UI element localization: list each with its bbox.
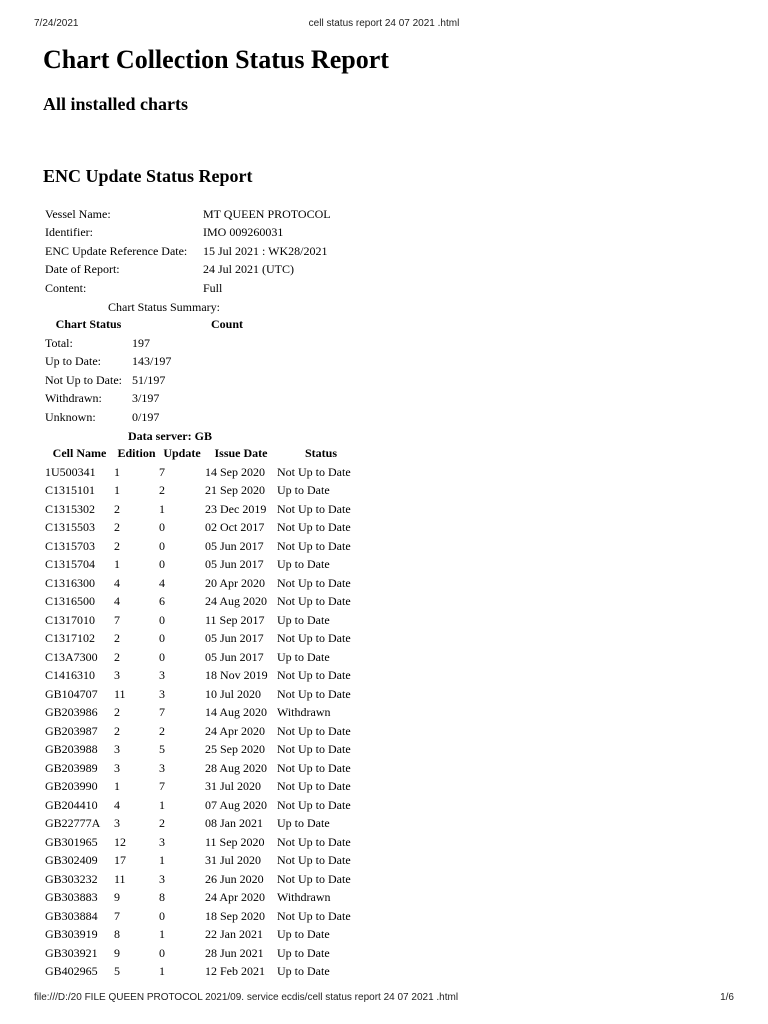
status: Up to Date [277,816,330,831]
issue-date: 18 Nov 2019 [205,668,268,683]
summary-row [45,390,243,409]
update: 1 [159,797,165,812]
cell-name: C1315704 [45,557,96,572]
info-label: Identifier: [45,225,93,240]
cell-name: GB203986 [45,705,98,720]
status: Up to Date [277,612,330,627]
status: Not Up to Date [277,594,351,609]
issue-date: 23 Dec 2019 [205,501,267,516]
cell-name: GB303921 [45,945,98,960]
update: 3 [159,668,165,683]
table-row [45,648,365,667]
issue-date: 12 Feb 2021 [205,964,265,979]
issue-date: 18 Sep 2020 [205,908,265,923]
issue-date: 07 Aug 2020 [205,797,268,812]
table-row [45,667,365,686]
cell-name: GB303884 [45,908,98,923]
info-row [45,242,331,261]
update: 0 [159,538,165,553]
cell-status-table [45,445,365,982]
edition: 7 [114,612,120,627]
table-row [45,815,365,834]
update: 4 [159,575,165,590]
report-title: Chart Collection Status Report [43,45,389,74]
update: 0 [159,945,165,960]
info-value: 15 Jul 2021 : WK28/2021 [203,243,328,258]
summary-label: Withdrawn: [45,391,102,406]
info-label: Content: [45,280,87,295]
info-row [45,279,331,298]
edition: 2 [114,705,120,720]
update: 1 [159,927,165,942]
table-row [45,722,365,741]
update: 7 [159,705,165,720]
update: 2 [159,723,165,738]
update: 6 [159,594,165,609]
table-row [45,778,365,797]
table-row [45,944,365,963]
table-row [45,593,365,612]
cell-name: GB22777A [45,816,101,831]
table-row [45,926,365,945]
summary-value: 143/197 [132,354,172,369]
table-row [45,963,365,982]
summary-row [45,408,243,427]
edition: 17 [114,853,126,868]
summary-row [45,371,243,390]
cell-name: GB203987 [45,723,98,738]
table-row [45,852,365,871]
cell-name: C1316300 [45,575,96,590]
update: 0 [159,520,165,535]
issue-date: 24 Apr 2020 [205,723,265,738]
issue-date: 28 Aug 2020 [205,760,268,775]
table-row [45,889,365,908]
edition: 11 [114,686,126,701]
update: 1 [159,964,165,979]
info-label: ENC Update Reference Date: [45,243,188,258]
issue-date: 20 Apr 2020 [205,575,265,590]
edition: 4 [114,594,120,609]
info-value: IMO 009260031 [203,225,284,240]
summary-value: 3/197 [132,391,160,406]
cell-name: C1315101 [45,483,96,498]
report-subtitle: All installed charts [43,94,189,114]
summary-table [45,316,243,427]
issue-date: 05 Jun 2017 [205,557,264,572]
page-number: 1/6 [720,992,734,1003]
update: 0 [159,557,165,572]
update: 8 [159,890,165,905]
section-title: ENC Update Status Report [43,166,253,186]
cell-name: GB104707 [45,686,98,701]
cell-name: C1316500 [45,594,96,609]
edition: 9 [114,945,120,960]
table-row [45,574,365,593]
edition: 1 [114,483,120,498]
status: Not Up to Date [277,668,351,683]
info-label: Vessel Name: [45,206,111,221]
update: 1 [159,501,165,516]
issue-date: 31 Jul 2020 [205,779,262,794]
table-row [45,463,365,482]
info-row [45,224,331,243]
edition: 2 [114,538,120,553]
edition: 4 [114,575,120,590]
table-row [45,833,365,852]
edition: 4 [114,797,120,812]
issue-date: 11 Sep 2020 [205,834,265,849]
cell-name: GB301965 [45,834,98,849]
table-row [45,741,365,760]
cell-name: GB402965 [45,964,98,979]
cell-name: C1416310 [45,668,96,683]
print-date: 7/24/2021 [34,18,79,29]
update: 3 [159,871,165,886]
cell-name: C1315503 [45,520,96,535]
print-header [0,18,768,32]
update: 2 [159,483,165,498]
update: 1 [159,853,165,868]
info-value: Full [203,280,223,295]
issue-date: 05 Jun 2017 [205,649,264,664]
table-row [45,500,365,519]
table-row [45,796,365,815]
edition: 2 [114,631,120,646]
issue-date: 26 Jun 2020 [205,871,264,886]
status: Not Up to Date [277,760,351,775]
cell-name: C1317010 [45,612,96,627]
cell-name: GB303232 [45,871,98,886]
update: 7 [159,779,165,794]
update: 0 [159,908,165,923]
cell-name: GB303919 [45,927,98,942]
edition: 7 [114,908,120,923]
status: Up to Date [277,964,330,979]
edition: 3 [114,816,120,831]
status: Not Up to Date [277,464,351,479]
issue-date: 21 Sep 2020 [205,483,265,498]
status: Up to Date [277,649,330,664]
summary-value: 197 [132,335,150,350]
table-row [45,611,365,630]
edition: 2 [114,649,120,664]
cell-name: GB204410 [45,797,98,812]
table-row [45,870,365,889]
update: 3 [159,760,165,775]
edition: 2 [114,520,120,535]
status: Up to Date [277,945,330,960]
status: Not Up to Date [277,908,351,923]
vessel-info-table [45,205,331,298]
edition: 3 [114,760,120,775]
edition: 1 [114,779,120,794]
edition: 3 [114,668,120,683]
cell-name: GB203989 [45,760,98,775]
edition: 12 [114,834,126,849]
update: 7 [159,464,165,479]
issue-date: 28 Jun 2021 [205,945,264,960]
status: Up to Date [277,483,330,498]
header-edition: Edition [117,446,156,461]
status: Not Up to Date [277,871,351,886]
update: 0 [159,631,165,646]
header-issue-date: Issue Date [214,446,268,461]
summary-header-status: Chart Status [55,317,122,332]
cell-name: C13A7300 [45,649,98,664]
update: 0 [159,612,165,627]
issue-date: 11 Sep 2017 [205,612,265,627]
report-content [45,205,745,981]
edition: 9 [114,890,120,905]
cell-name: C1315703 [45,538,96,553]
issue-date: 24 Apr 2020 [205,890,265,905]
info-row [45,261,331,280]
edition: 11 [114,871,126,886]
status: Not Up to Date [277,538,351,553]
table-row [45,482,365,501]
update: 3 [159,834,165,849]
cell-name: C1317102 [45,631,96,646]
issue-date: 24 Aug 2020 [205,594,268,609]
edition: 2 [114,501,120,516]
summary-header-count: Count [210,317,243,332]
file-path: file:///D:/20 FILE QUEEN PROTOCOL 2021/09. service ecdis/cell status report 24 07 2021 .html [34,992,459,1003]
status: Not Up to Date [277,853,351,868]
summary-row [45,353,243,372]
table-row [45,556,365,575]
print-page-title: cell status report 24 07 2021 .html [308,18,460,29]
issue-date: 14 Sep 2020 [205,464,265,479]
status: Not Up to Date [277,575,351,590]
cell-name: GB203988 [45,742,98,757]
issue-date: 22 Jan 2021 [205,927,263,942]
issue-date: 14 Aug 2020 [205,705,268,720]
header-cell-name: Cell Name [52,446,107,461]
update: 0 [159,649,165,664]
data-server-title: Data server: GB [128,428,212,443]
summary-value: 0/197 [132,409,160,424]
status: Not Up to Date [277,631,351,646]
summary-title: Chart Status Summary: [108,299,220,314]
edition: 5 [114,964,120,979]
table-row [45,759,365,778]
status: Withdrawn [277,705,331,720]
summary-row [45,334,243,353]
issue-date: 25 Sep 2020 [205,742,265,757]
table-row [45,685,365,704]
summary-value: 51/197 [132,372,166,387]
summary-label: Not Up to Date: [45,372,122,387]
cell-name: GB302409 [45,853,98,868]
status: Not Up to Date [277,723,351,738]
print-footer [0,992,768,1006]
update: 2 [159,816,165,831]
status: Not Up to Date [277,834,351,849]
update: 5 [159,742,165,757]
issue-date: 02 Oct 2017 [205,520,265,535]
summary-label: Unknown: [45,409,96,424]
status: Withdrawn [277,890,331,905]
table-row [45,630,365,649]
table-row [45,907,365,926]
status: Not Up to Date [277,797,351,812]
edition: 8 [114,927,120,942]
cell-name: GB303883 [45,890,98,905]
issue-date: 08 Jan 2021 [205,816,263,831]
info-value: 24 Jul 2021 (UTC) [203,262,294,277]
info-row [45,205,331,224]
status: Not Up to Date [277,686,351,701]
info-value: MT QUEEN PROTOCOL [203,206,331,221]
summary-label: Total: [45,335,73,350]
edition: 3 [114,742,120,757]
issue-date: 05 Jun 2017 [205,631,264,646]
edition: 2 [114,723,120,738]
status: Not Up to Date [277,501,351,516]
cell-name: C1315302 [45,501,96,516]
header-update: Update [163,446,201,461]
edition: 1 [114,464,120,479]
status: Not Up to Date [277,742,351,757]
cell-name: GB203990 [45,779,98,794]
table-row [45,704,365,723]
issue-date: 05 Jun 2017 [205,538,264,553]
status: Up to Date [277,927,330,942]
issue-date: 31 Jul 2020 [205,853,262,868]
info-label: Date of Report: [45,262,120,277]
issue-date: 10 Jul 2020 [205,686,262,701]
summary-label: Up to Date: [45,354,101,369]
table-row [45,537,365,556]
edition: 1 [114,557,120,572]
header-status: Status [304,446,337,461]
table-row [45,519,365,538]
status: Not Up to Date [277,520,351,535]
status: Up to Date [277,557,330,572]
cell-name: 1U500341 [45,464,96,479]
status: Not Up to Date [277,779,351,794]
update: 3 [159,686,165,701]
